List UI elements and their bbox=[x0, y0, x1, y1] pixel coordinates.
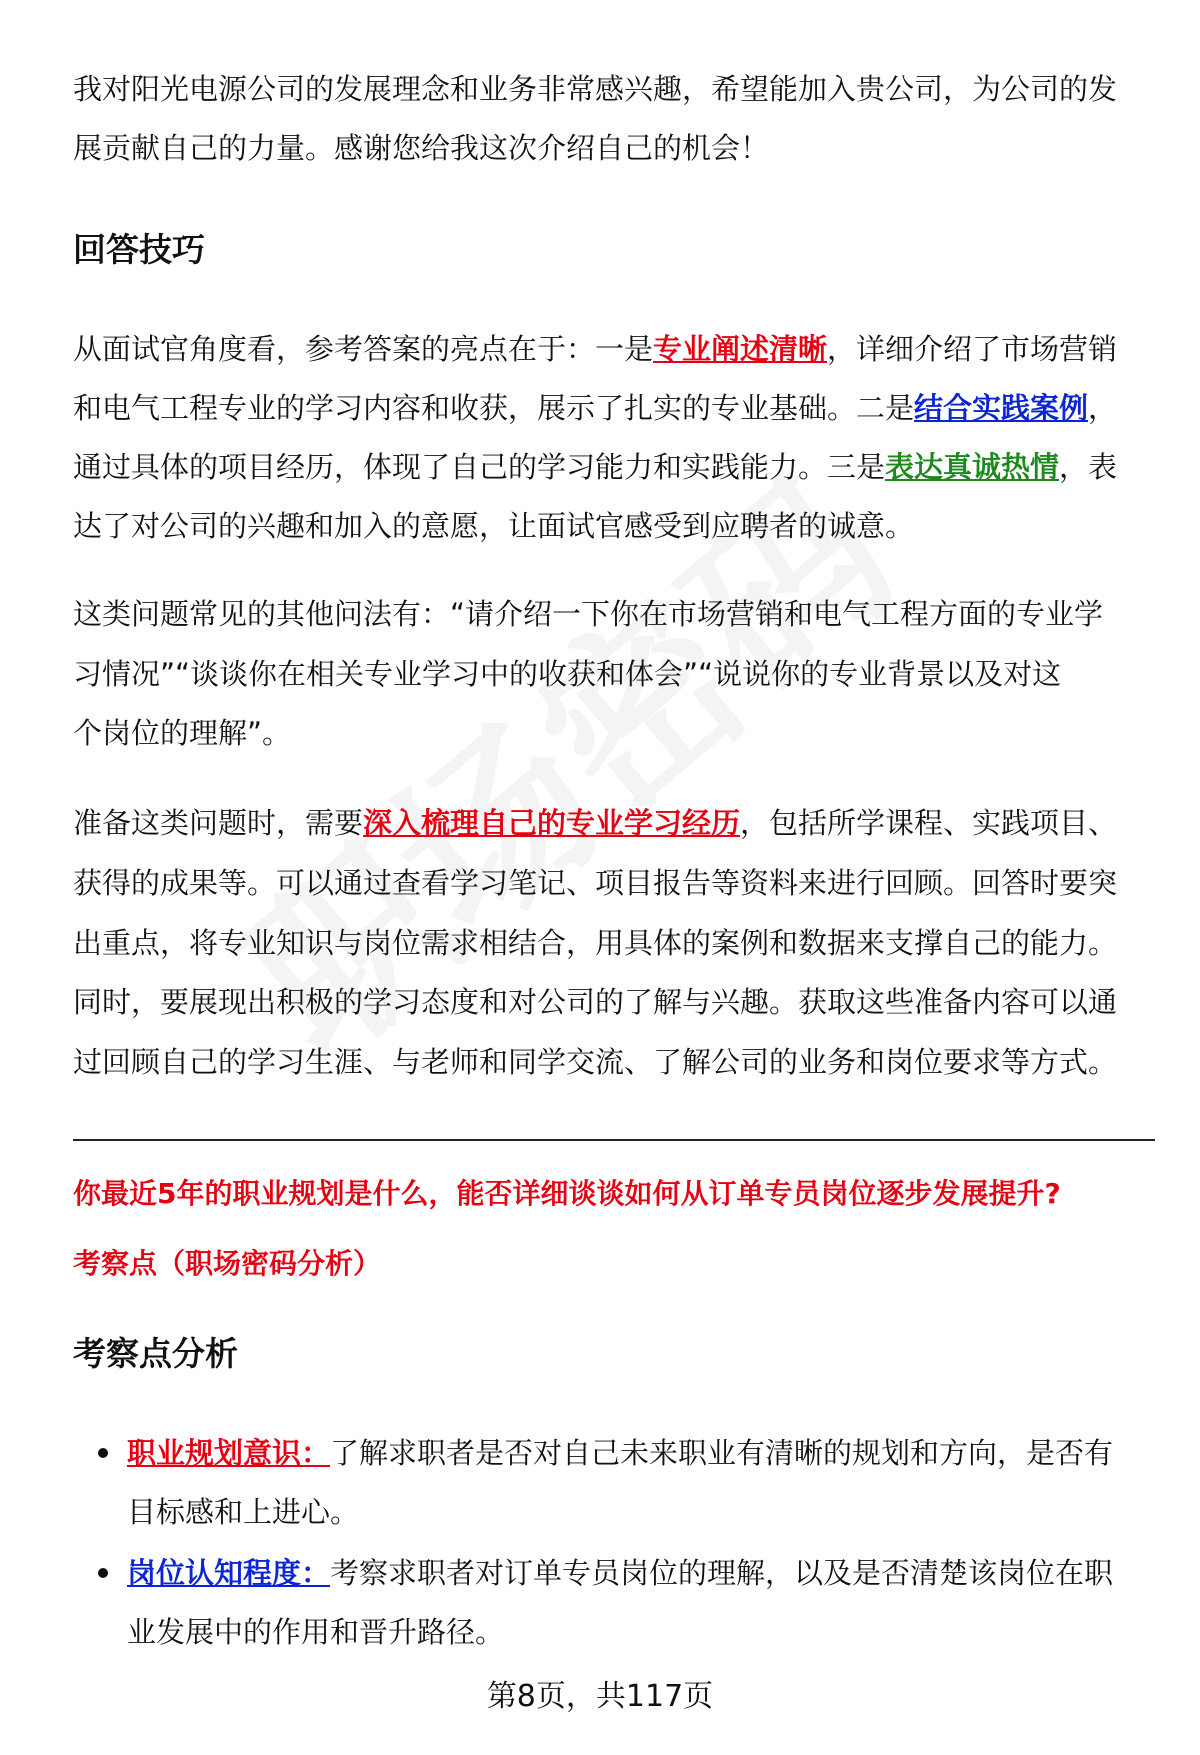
para-other-line bbox=[73, 713, 1163, 753]
para-tips-line bbox=[73, 329, 1163, 369]
question-title: 你最近5年的职业规划是什么，能否详细谈谈如何从订单专员岗位逐步发展提升? bbox=[73, 1177, 1061, 1210]
text-segment: 通过具体的项目经历，体现了自己的学习能力和实践能力。三是 bbox=[73, 450, 886, 484]
text-segment: 我对阳光电源公司的发展理念和业务非常感兴趣，希望能加入贵公司，为公司的发 bbox=[73, 72, 1118, 106]
text-segment: ，表 bbox=[1059, 450, 1118, 484]
divider bbox=[73, 1139, 1155, 1141]
highlight-text: 职业规划意识： bbox=[127, 1436, 331, 1470]
text-segment: 和电气工程专业的学习内容和收获，展示了扎实的专业基础。二是 bbox=[73, 391, 915, 425]
highlight-text: 岗位认知程度： bbox=[127, 1556, 331, 1590]
text-segment: 准备这类问题时，需要 bbox=[73, 806, 364, 840]
para-tips-line bbox=[73, 447, 1163, 487]
text-segment: 过回顾自己的学习生涯、与老师和同学交流、了解公司的业务和岗位要求等方式。 bbox=[73, 1045, 1118, 1079]
para-other-line bbox=[73, 654, 1163, 694]
bullet-item-line bbox=[127, 1433, 1200, 1473]
text-segment: 业发展中的作用和晋升路径。 bbox=[127, 1615, 505, 1649]
subheading-assessment: 考察点（职场密码分析） bbox=[73, 1247, 382, 1280]
para-prep-line bbox=[73, 1042, 1163, 1082]
text-segment: 从面试官角度看，参考答案的亮点在于：一是 bbox=[73, 332, 654, 366]
para-prep-line bbox=[73, 923, 1163, 963]
bullet-dot bbox=[98, 1568, 108, 1578]
text-segment: 这类问题常见的其他问法有：“请介绍一下你在市场营销和电气工程方面的专业学 bbox=[73, 597, 1104, 631]
text-segment: 考察求职者对订单专员岗位的理解，以及是否清楚该岗位在职 bbox=[330, 1556, 1114, 1590]
highlight-text: 深入梳理自己的专业学习经历 bbox=[363, 806, 741, 840]
para-other-line bbox=[73, 594, 1163, 634]
para-prep-line bbox=[73, 863, 1163, 903]
text-segment: 个岗位的理解”。 bbox=[73, 716, 292, 750]
text-segment: 展贡献自己的力量。感谢您给我这次介绍自己的机会！ bbox=[73, 131, 770, 165]
para-intro-line bbox=[73, 69, 1163, 109]
bullet-item-line bbox=[127, 1492, 1200, 1532]
heading-analysis: 考察点分析 bbox=[73, 1334, 238, 1373]
text-segment: ， bbox=[1088, 391, 1118, 425]
text-segment: 习情况”“谈谈你在相关专业学习中的收获和体会”“说说你的专业背景以及对这 bbox=[73, 657, 1062, 691]
bullet-item-line bbox=[127, 1553, 1200, 1593]
para-tips-line bbox=[73, 388, 1163, 428]
para-intro-line bbox=[73, 128, 1163, 168]
para-prep-line bbox=[73, 803, 1163, 843]
text-segment: 获得的成果等。可以通过查看学习笔记、项目报告等资料来进行回顾。回答时要突 bbox=[73, 866, 1118, 900]
text-segment: 出重点，将专业知识与岗位需求相结合，用具体的案例和数据来支撑自己的能力。 bbox=[73, 926, 1118, 960]
highlight-text: 结合实践案例 bbox=[914, 391, 1089, 425]
para-tips-line bbox=[73, 506, 1163, 546]
text-segment: ，包括所学课程、实践项目、 bbox=[740, 806, 1118, 840]
text-segment: 达了对公司的兴趣和加入的意愿，让面试官感受到应聘者的诚意。 bbox=[73, 509, 915, 543]
para-prep-line bbox=[73, 982, 1163, 1022]
text-segment: 同时，要展现出积极的学习态度和对公司的了解与兴趣。获取这些准备内容可以通 bbox=[73, 985, 1118, 1019]
text-segment: ，详细介绍了市场营销 bbox=[827, 332, 1118, 366]
bullet-item-line bbox=[127, 1612, 1200, 1652]
highlight-text: 专业阐述清晰 bbox=[653, 332, 828, 366]
heading-answer-tips: 回答技巧 bbox=[73, 230, 205, 269]
highlight-text: 表达真诚热情 bbox=[885, 450, 1060, 484]
bullet-dot bbox=[98, 1448, 108, 1458]
page-number: 第8页，共117页 bbox=[486, 1679, 714, 1714]
text-segment: 了解求职者是否对自己未来职业有清晰的规划和方向，是否有 bbox=[330, 1436, 1114, 1470]
text-segment: 目标感和上进心。 bbox=[127, 1495, 360, 1529]
